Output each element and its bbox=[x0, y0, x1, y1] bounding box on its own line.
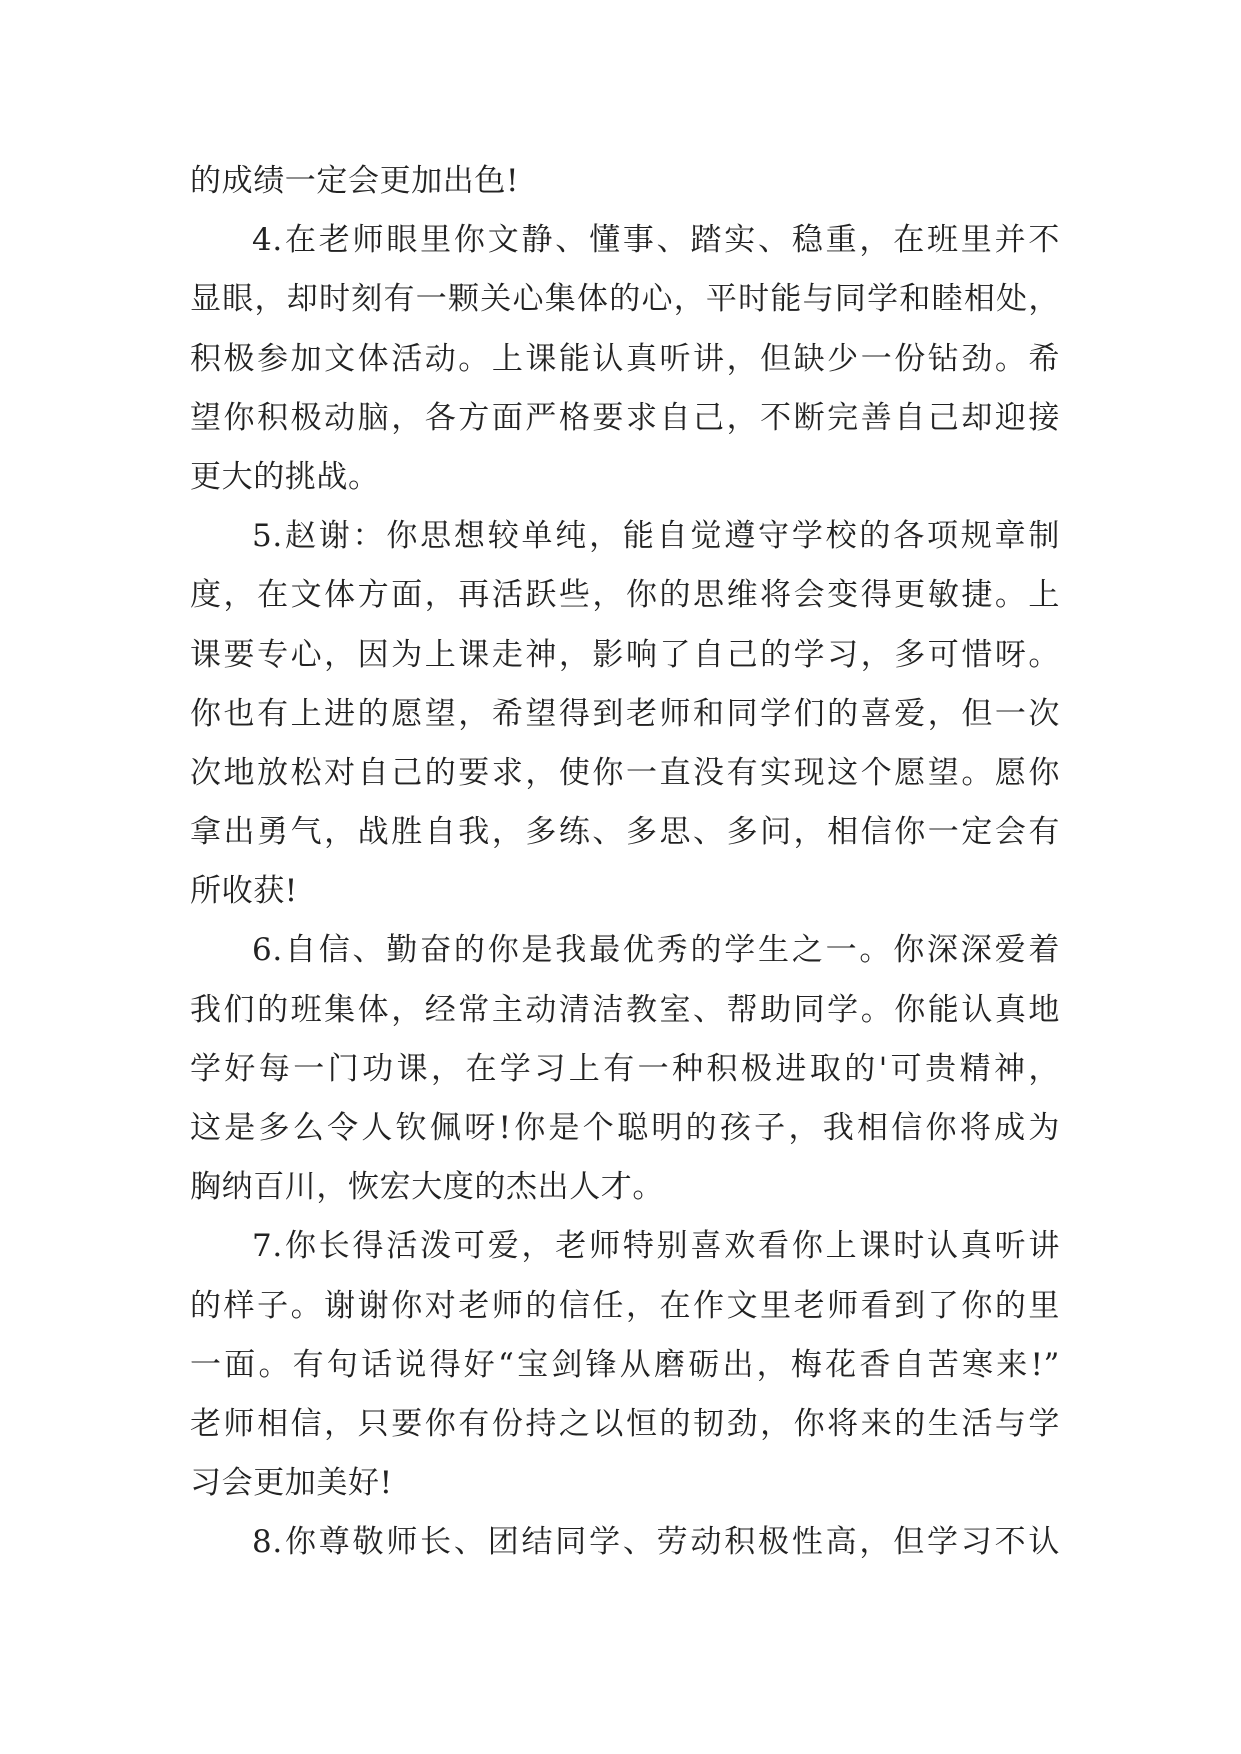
paragraph-first-line: 5.赵谢：你思想较单纯，能自觉遵守学校的各项规章制 bbox=[252, 518, 1060, 555]
text-line: 望你积极动脑，各方面严格要求自己，不断完善自己却迎接 bbox=[190, 399, 1060, 436]
text-line: 这是多么令人钦佩呀!你是个聪明的孩子，我相信你将成为 bbox=[190, 1110, 1060, 1146]
text-line: 所收获! bbox=[190, 873, 298, 910]
paragraph-first-line: 6.自信、勤奋的你是我最优秀的学生之一。你深深爱着 bbox=[252, 932, 1060, 969]
text-line: 的成绩一定会更加出色! bbox=[190, 163, 520, 199]
text-line: 积极参加文体活动。上课能认真听讲，但缺少一份钻劲。希 bbox=[190, 340, 1060, 377]
text-line: 习会更加美好! bbox=[190, 1465, 393, 1502]
text-line: 课要专心，因为上课走神，影响了自己的学习，多可惜呀。 bbox=[190, 636, 1060, 673]
text-line: 度，在文体方面，再活跃些，你的思维将会变得更敏捷。上 bbox=[190, 577, 1060, 614]
paragraph-first-line: 8.你尊敬师长、团结同学、劳动积极性高，但学习不认 bbox=[252, 1524, 1060, 1561]
text-line: 的样子。谢谢你对老师的信任，在作文里老师看到了你的里 bbox=[190, 1287, 1060, 1324]
text-line: 显眼，却时刻有一颗关心集体的心，平时能与同学和睦相处， bbox=[190, 281, 1060, 318]
text-line: 一面。有句话说得好“宝剑锋从磨砺出，梅花香自苦寒来!” bbox=[190, 1346, 1060, 1383]
text-line: 老师相信，只要你有份持之以恒的韧劲，你将来的生活与学 bbox=[190, 1405, 1060, 1442]
text-line: 我们的班集体，经常主动清洁教室、帮助同学。你能认真地 bbox=[190, 991, 1060, 1028]
text-line: 更大的挑战。 bbox=[190, 458, 380, 495]
text-line: 学好每一门功课，在学习上有一种积极进取的'可贵精神， bbox=[190, 1050, 1060, 1087]
paragraph-first-line: 7.你长得活泼可爱，老师特别喜欢看你上课时认真听讲 bbox=[252, 1228, 1060, 1265]
text-line: 胸纳百川，恢宏大度的杰出人才。 bbox=[190, 1169, 664, 1206]
text-line: 拿出勇气，战胜自我，多练、多思、多问，相信你一定会有 bbox=[190, 814, 1060, 851]
text-line: 你也有上进的愿望，希望得到老师和同学们的喜爱，但一次 bbox=[190, 695, 1060, 732]
paragraph-first-line: 4.在老师眼里你文静、懂事、踏实、稳重，在班里并不 bbox=[252, 222, 1060, 259]
text-line: 次地放松对自己的要求，使你一直没有实现这个愿望。愿你 bbox=[190, 754, 1060, 791]
body-text bbox=[190, 152, 1060, 1573]
